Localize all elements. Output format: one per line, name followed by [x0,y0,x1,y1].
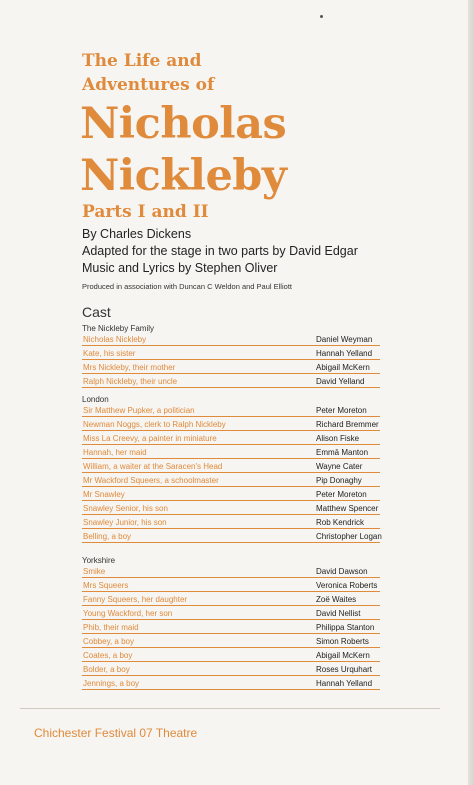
cast-role: Phib, their maid [83,623,139,632]
cast-role: Snawley Junior, his son [83,518,167,527]
cast-actor: Simon Roberts [316,637,369,646]
sheet-edge [468,0,474,785]
cast-actor: Alison Fiske [316,434,360,443]
title-line-3: Nicholas [80,99,287,149]
cast-row [82,501,380,515]
cast-row [82,529,380,543]
cast-actor: David Nellist [316,609,361,618]
cast-row [82,445,380,459]
footer-venue: Chichester Festival 07 Theatre [34,726,198,740]
cast-actor: Christopher Logan [316,532,382,541]
cast-role: Bolder, a boy [83,665,130,674]
cast-actor: Peter Moreton [316,490,367,499]
cast-actor: Veronica Roberts [316,581,378,590]
cast-actor: Peter Moreton [316,406,367,415]
cast-row [82,578,380,592]
credit-adaptation: Adapted for the stage in two parts by David Edgar [82,244,358,258]
cast-role: Sir Matthew Pupker, a politician [83,406,195,415]
cast-role: Smike [83,567,106,576]
credit-music: Music and Lyrics by Stephen Oliver [82,261,278,275]
cast-row [82,374,380,388]
cast-row [82,473,380,487]
title-subtitle: Parts I and II [82,202,209,222]
cast-actor: Hannah Yelland [316,349,373,358]
title-line-4: Nickleby [80,151,287,201]
cast-role: Coates, a boy [83,651,133,660]
cast-actor: David Yelland [316,377,365,386]
credit-author: By Charles Dickens [82,227,192,241]
cast-actor: Zoë Waites [316,595,357,604]
cast-role: Mr Snawley [83,490,125,499]
cast-role: Kate, his sister [83,349,136,358]
cast-role: Nicholas Nickleby [83,335,147,344]
title-line-2: Adventures of [82,75,215,95]
cast-row [82,634,380,648]
cast-row [82,346,380,360]
cast-row [82,515,380,529]
cast-row [82,676,380,690]
cast-actor: Pip Donaghy [316,476,362,485]
cast-role: Newman Noggs, clerk to Ralph Nickleby [83,420,226,429]
cast-row [82,620,380,634]
cast-actor: Abigail McKern [316,651,370,660]
cast-row [82,417,380,431]
cast-row [82,431,380,445]
cast-actor: Wayne Cater [316,462,363,471]
cast-group-label: London [82,395,109,404]
footer-divider [20,708,440,709]
cast-role: Mrs Nickleby, their mother [83,363,176,372]
cast-actor: Richard Bremmer [316,420,379,429]
cast-row [82,360,380,374]
cast-actor: Emmā Manton [316,448,369,457]
cast-actor: Abigail McKern [316,363,370,372]
cast-group-label: The Nickleby Family [82,324,155,333]
cast-role: Belling, a boy [83,532,132,541]
cast-row [82,564,380,578]
cast-role: Mr Wackford Squeers, a schoolmaster [83,476,219,485]
cast-actor: Roses Urquhart [316,665,373,674]
cast-role: Mrs Squeers [83,581,129,590]
cast-role: William, a waiter at the Saracen's Head [83,462,223,471]
cast-heading: Cast [82,304,111,320]
cast-actor: Rob Kendrick [316,518,365,527]
cast-role: Miss La Creevy, a painter in miniature [83,434,217,443]
cast-role: Jennings, a boy [83,679,140,688]
cast-group-label: Yorkshire [82,556,116,565]
cast-role: Snawley Senior, his son [83,504,168,513]
cast-row [82,403,380,417]
cast-role: Fanny Squeers, her daughter [83,595,188,604]
cast-actor: Hannah Yelland [316,679,373,688]
cast-row [82,332,380,346]
cast-role: Ralph Nickleby, their uncle [83,377,178,386]
cast-row [82,648,380,662]
cast-row [82,606,380,620]
cast-row [82,662,380,676]
cast-actor: Daniel Weyman [316,335,373,344]
cast-actor: Philippa Stanton [316,623,375,632]
cast-role: Hannah, her maid [83,448,147,457]
produced-note: Produced in association with Duncan C Weldon and Paul Elliott [82,282,292,291]
cast-row [82,592,380,606]
cast-actor: Matthew Spencer [316,504,379,513]
cast-row [82,459,380,473]
cast-actor: David Dawson [316,567,368,576]
cast-row [82,487,380,501]
page-mark [320,15,323,18]
title-line-1: The Life and [82,51,202,71]
cast-role: Young Wackford, her son [83,609,173,618]
cast-role: Cobbey, a boy [83,637,134,646]
